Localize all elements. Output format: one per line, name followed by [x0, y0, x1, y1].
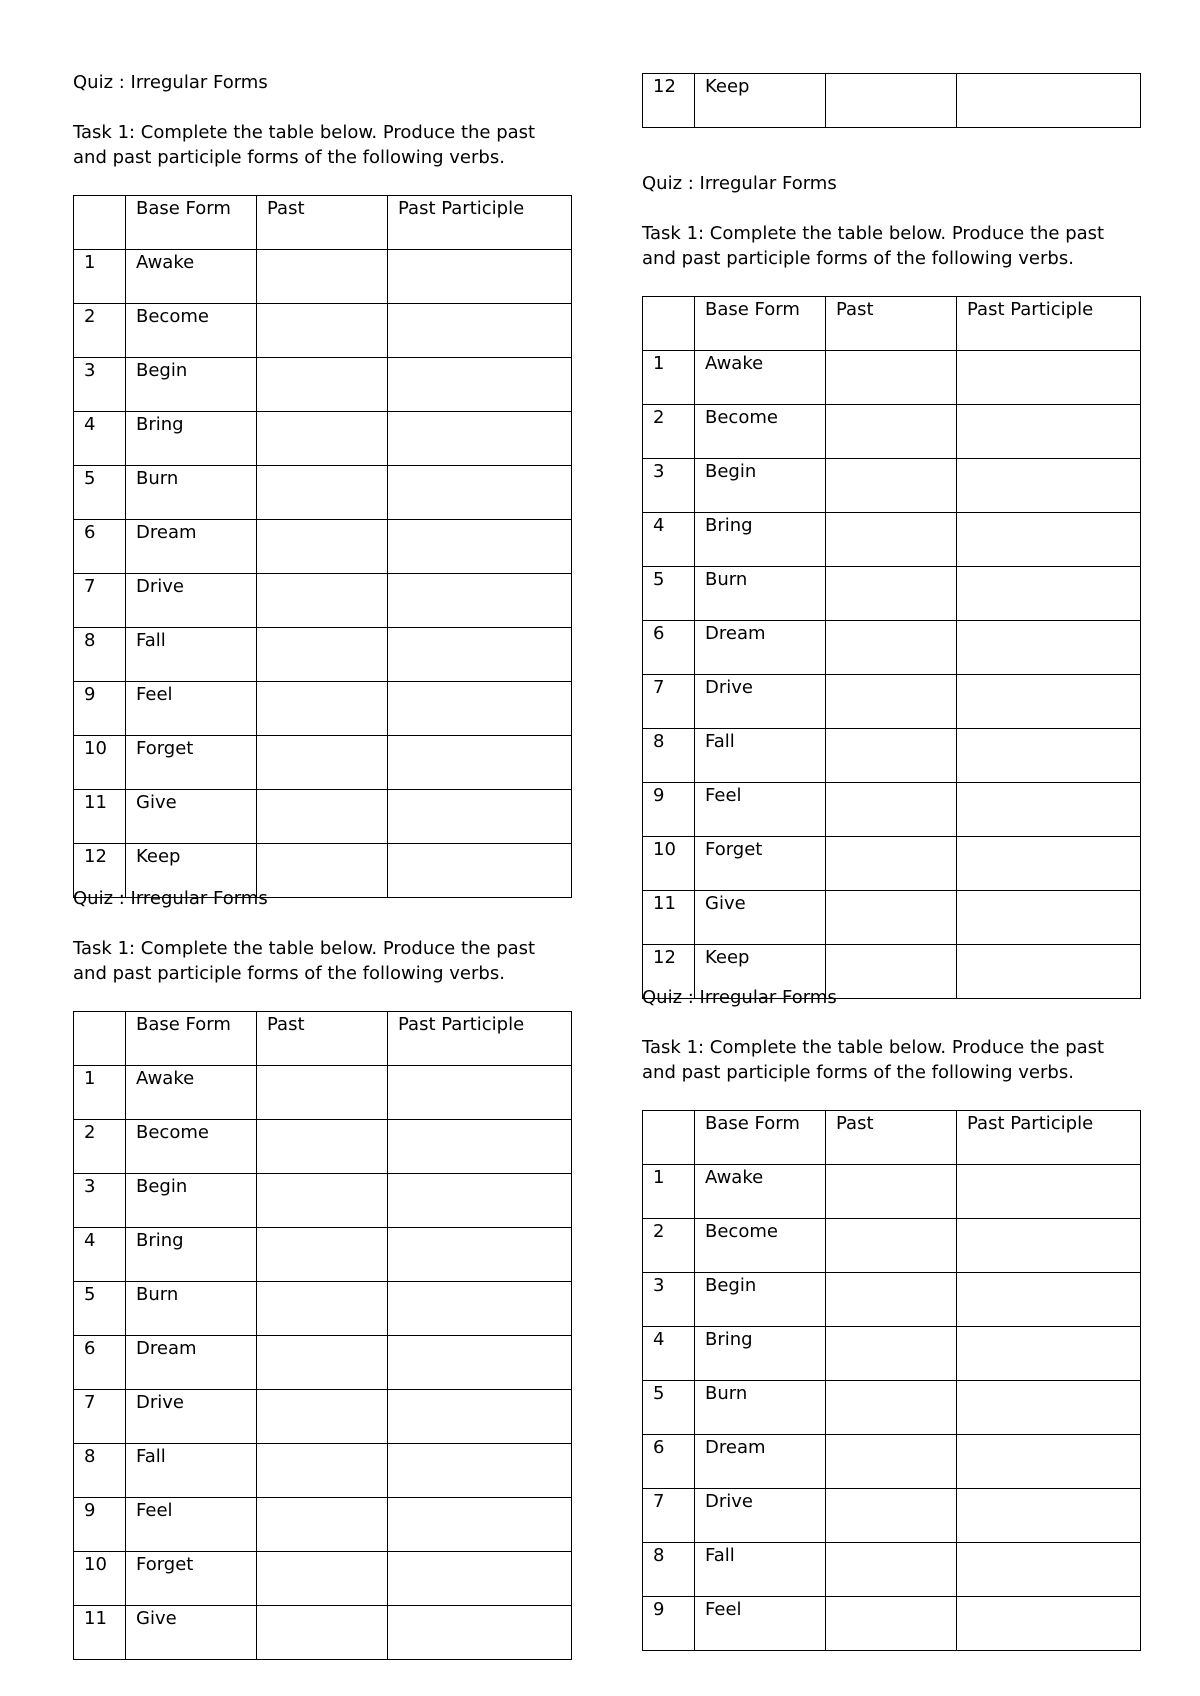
table-row — [643, 837, 1141, 891]
past-cell[interactable] — [257, 1444, 388, 1498]
table-header-row — [643, 1111, 1141, 1165]
past-participle-cell[interactable] — [388, 466, 572, 520]
past-cell[interactable] — [257, 358, 388, 412]
table-row — [643, 1219, 1141, 1273]
table-row — [643, 783, 1141, 837]
base-form-cell: Keep — [126, 844, 257, 898]
past-participle-cell[interactable] — [957, 74, 1141, 128]
past-cell[interactable] — [257, 1336, 388, 1390]
past-cell[interactable] — [257, 1552, 388, 1606]
base-form-cell: Become — [126, 304, 257, 358]
quiz-block-1 — [73, 72, 573, 170]
base-form-cell: Fall — [126, 628, 257, 682]
row-number: 2 — [643, 405, 695, 459]
row-number: 9 — [643, 783, 695, 837]
number-header-cell — [74, 1012, 126, 1066]
past-participle-cell[interactable] — [388, 1606, 572, 1660]
table-row — [74, 628, 572, 682]
base-form-cell: Forget — [126, 736, 257, 790]
row-number: 3 — [643, 459, 695, 513]
row-number: 6 — [74, 1336, 126, 1390]
row-number: 1 — [643, 351, 695, 405]
past-participle-cell[interactable] — [957, 1381, 1141, 1435]
row-number: 11 — [74, 790, 126, 844]
past-cell[interactable] — [257, 412, 388, 466]
past-participle-cell[interactable] — [388, 1498, 572, 1552]
base-form-cell: Awake — [695, 1165, 826, 1219]
table-header-row — [74, 1012, 572, 1066]
table-row — [643, 891, 1141, 945]
table-row — [643, 1165, 1141, 1219]
past-participle-cell[interactable] — [388, 574, 572, 628]
table-row — [643, 1597, 1141, 1651]
past-participle-cell[interactable] — [388, 1444, 572, 1498]
past-cell[interactable] — [257, 466, 388, 520]
past-participle-cell[interactable] — [388, 1390, 572, 1444]
base-form-cell: Become — [695, 405, 826, 459]
verb-table — [73, 1011, 572, 1660]
table-row — [643, 1489, 1141, 1543]
table-row — [643, 1273, 1141, 1327]
row-number: 6 — [643, 1435, 695, 1489]
table-row — [643, 567, 1141, 621]
row-number: 9 — [74, 682, 126, 736]
table-row — [643, 1327, 1141, 1381]
table-row — [643, 513, 1141, 567]
row-number: 8 — [74, 1444, 126, 1498]
table-row — [74, 1390, 572, 1444]
past-participle-cell[interactable] — [388, 628, 572, 682]
past-cell[interactable] — [826, 1327, 957, 1381]
table-row — [643, 459, 1141, 513]
row-number: 3 — [643, 1273, 695, 1327]
table-row — [74, 1336, 572, 1390]
past-cell[interactable] — [826, 405, 957, 459]
past-cell[interactable] — [826, 783, 957, 837]
base-form-cell: Dream — [695, 621, 826, 675]
base-form-cell: Awake — [126, 1066, 257, 1120]
past-cell[interactable] — [826, 1435, 957, 1489]
row-number: 12 — [643, 74, 695, 128]
past-participle-cell[interactable] — [957, 1489, 1141, 1543]
row-number: 2 — [74, 304, 126, 358]
base-form-cell: Feel — [695, 1597, 826, 1651]
past-participle-header: Past Participle — [388, 1012, 572, 1066]
base-form-header: Base Form — [695, 297, 826, 351]
row-number: 8 — [643, 1543, 695, 1597]
past-participle-cell[interactable] — [957, 513, 1141, 567]
row-number: 5 — [643, 1381, 695, 1435]
table-row — [74, 1282, 572, 1336]
row-number: 4 — [74, 1228, 126, 1282]
past-participle-cell[interactable] — [388, 736, 572, 790]
table-row — [74, 358, 572, 412]
past-participle-cell[interactable] — [388, 520, 572, 574]
table-row — [74, 1498, 572, 1552]
past-cell[interactable] — [257, 1390, 388, 1444]
quiz-title: Quiz : Irregular Forms — [642, 173, 837, 194]
base-form-cell: Fall — [695, 1543, 826, 1597]
base-form-header: Base Form — [695, 1111, 826, 1165]
table-row — [643, 729, 1141, 783]
base-form-cell: Begin — [126, 1174, 257, 1228]
past-cell[interactable] — [826, 1597, 957, 1651]
base-form-cell: Dream — [695, 1435, 826, 1489]
past-cell[interactable] — [257, 1120, 388, 1174]
row-number: 1 — [74, 250, 126, 304]
base-form-cell: Drive — [126, 1390, 257, 1444]
task-instruction: Task 1: Complete the table below. Produce the past and past participle forms of the following verbs. — [73, 938, 536, 984]
past-cell[interactable] — [257, 1174, 388, 1228]
past-cell[interactable] — [257, 1606, 388, 1660]
table-row — [74, 1606, 572, 1660]
past-header: Past — [257, 1012, 388, 1066]
row-number: 10 — [643, 837, 695, 891]
table-row — [74, 412, 572, 466]
quiz-title: Quiz : Irregular Forms — [73, 72, 268, 93]
base-form-cell: Become — [695, 1219, 826, 1273]
base-form-cell: Forget — [695, 837, 826, 891]
base-form-cell: Keep — [695, 74, 826, 128]
row-number: 6 — [74, 520, 126, 574]
table-row — [74, 736, 572, 790]
past-cell[interactable] — [257, 736, 388, 790]
past-participle-header: Past Participle — [957, 297, 1141, 351]
past-participle-cell[interactable] — [388, 1336, 572, 1390]
row-number: 8 — [74, 628, 126, 682]
row-number: 10 — [74, 736, 126, 790]
row-number: 4 — [643, 1327, 695, 1381]
past-participle-cell[interactable] — [957, 891, 1141, 945]
table-row — [74, 1228, 572, 1282]
past-cell[interactable] — [257, 304, 388, 358]
past-cell[interactable] — [257, 628, 388, 682]
past-participle-cell[interactable] — [957, 1543, 1141, 1597]
base-form-cell: Dream — [126, 520, 257, 574]
table-row — [74, 1066, 572, 1120]
row-number: 6 — [643, 621, 695, 675]
past-participle-cell[interactable] — [957, 351, 1141, 405]
base-form-header: Base Form — [126, 196, 257, 250]
past-participle-header: Past Participle — [388, 196, 572, 250]
base-form-cell: Begin — [695, 1273, 826, 1327]
quiz-block-4 — [642, 987, 1142, 1085]
base-form-cell: Burn — [695, 1381, 826, 1435]
past-participle-cell[interactable] — [957, 729, 1141, 783]
quiz-block-3 — [642, 173, 1142, 271]
table-row — [643, 1381, 1141, 1435]
table-header-row — [643, 297, 1141, 351]
task-instruction: Task 1: Complete the table below. Produce the past and past participle forms of the following verbs. — [642, 1037, 1105, 1083]
continuation-table — [642, 73, 1141, 128]
past-cell[interactable] — [257, 1228, 388, 1282]
table-row — [643, 675, 1141, 729]
base-form-cell: Bring — [695, 513, 826, 567]
past-participle-cell[interactable] — [957, 1219, 1141, 1273]
table-row — [74, 304, 572, 358]
row-number: 5 — [74, 466, 126, 520]
base-form-cell: Awake — [126, 250, 257, 304]
quiz-block-2 — [73, 888, 573, 986]
past-cell[interactable] — [826, 729, 957, 783]
base-form-cell: Burn — [126, 466, 257, 520]
base-form-cell: Feel — [695, 783, 826, 837]
row-number: 11 — [643, 891, 695, 945]
past-cell[interactable] — [826, 1489, 957, 1543]
base-form-cell: Feel — [126, 1498, 257, 1552]
row-number: 4 — [74, 412, 126, 466]
task-instruction: Task 1: Complete the table below. Produce the past and past participle forms of the following verbs. — [73, 122, 536, 168]
quiz-title: Quiz : Irregular Forms — [73, 888, 268, 909]
past-cell[interactable] — [826, 1219, 957, 1273]
task-instruction: Task 1: Complete the table below. Produce the past and past participle forms of the following verbs. — [642, 223, 1105, 269]
past-participle-cell[interactable] — [388, 412, 572, 466]
past-cell[interactable] — [826, 513, 957, 567]
quiz-title: Quiz : Irregular Forms — [642, 987, 837, 1008]
base-form-cell: Dream — [126, 1336, 257, 1390]
base-form-cell: Bring — [695, 1327, 826, 1381]
table-row — [74, 1552, 572, 1606]
row-number: 1 — [74, 1066, 126, 1120]
table-row — [74, 1444, 572, 1498]
past-participle-cell[interactable] — [957, 1273, 1141, 1327]
past-cell[interactable] — [826, 351, 957, 405]
base-form-cell: Give — [695, 891, 826, 945]
base-form-cell: Feel — [126, 682, 257, 736]
base-form-cell: Fall — [695, 729, 826, 783]
past-participle-cell[interactable] — [388, 1066, 572, 1120]
base-form-cell: Drive — [695, 1489, 826, 1543]
base-form-cell: Bring — [126, 1228, 257, 1282]
base-form-header: Base Form — [126, 1012, 257, 1066]
row-number: 9 — [74, 1498, 126, 1552]
past-participle-cell[interactable] — [388, 1174, 572, 1228]
past-cell[interactable] — [826, 675, 957, 729]
row-number: 3 — [74, 358, 126, 412]
table-row — [643, 1435, 1141, 1489]
past-participle-cell[interactable] — [388, 1282, 572, 1336]
row-number: 5 — [643, 567, 695, 621]
base-form-cell: Give — [126, 790, 257, 844]
past-participle-cell[interactable] — [957, 1435, 1141, 1489]
past-participle-cell[interactable] — [388, 682, 572, 736]
base-form-cell: Bring — [126, 412, 257, 466]
row-number: 8 — [643, 729, 695, 783]
row-number: 1 — [643, 1165, 695, 1219]
past-header: Past — [826, 297, 957, 351]
past-cell[interactable] — [257, 520, 388, 574]
past-participle-cell[interactable] — [957, 405, 1141, 459]
base-form-cell: Forget — [126, 1552, 257, 1606]
base-form-cell: Begin — [126, 358, 257, 412]
verb-table — [642, 296, 1141, 999]
past-participle-cell[interactable] — [388, 250, 572, 304]
number-header-cell — [643, 297, 695, 351]
base-form-cell: Become — [126, 1120, 257, 1174]
base-form-cell: Drive — [695, 675, 826, 729]
verb-table — [642, 1110, 1141, 1651]
base-form-cell: Drive — [126, 574, 257, 628]
table-header-row — [74, 196, 572, 250]
table-row — [74, 1120, 572, 1174]
past-participle-cell[interactable] — [957, 1165, 1141, 1219]
past-cell[interactable] — [257, 1066, 388, 1120]
past-participle-cell[interactable] — [388, 358, 572, 412]
table-row — [74, 1174, 572, 1228]
past-participle-header: Past Participle — [957, 1111, 1141, 1165]
base-form-cell: Keep — [695, 945, 826, 999]
table-row — [643, 74, 1141, 128]
past-participle-cell[interactable] — [957, 837, 1141, 891]
past-cell[interactable] — [826, 891, 957, 945]
base-form-cell: Give — [126, 1606, 257, 1660]
row-number: 4 — [643, 513, 695, 567]
past-cell[interactable] — [257, 790, 388, 844]
table-row — [74, 520, 572, 574]
row-number: 12 — [74, 844, 126, 898]
past-participle-cell[interactable] — [388, 1120, 572, 1174]
base-form-cell: Burn — [695, 567, 826, 621]
row-number: 7 — [74, 1390, 126, 1444]
past-cell[interactable] — [257, 1282, 388, 1336]
base-form-cell: Burn — [126, 1282, 257, 1336]
number-header-cell — [643, 1111, 695, 1165]
row-number: 2 — [74, 1120, 126, 1174]
row-number: 5 — [74, 1282, 126, 1336]
row-number: 7 — [643, 1489, 695, 1543]
past-cell[interactable] — [826, 1165, 957, 1219]
past-cell[interactable] — [826, 1381, 957, 1435]
past-cell[interactable] — [257, 574, 388, 628]
row-number: 2 — [643, 1219, 695, 1273]
past-cell[interactable] — [826, 74, 957, 128]
past-cell[interactable] — [826, 837, 957, 891]
table-row — [74, 682, 572, 736]
past-participle-cell[interactable] — [388, 1228, 572, 1282]
past-participle-cell[interactable] — [388, 1552, 572, 1606]
past-participle-cell[interactable] — [957, 1327, 1141, 1381]
base-form-cell: Awake — [695, 351, 826, 405]
verb-table — [73, 195, 572, 898]
past-participle-cell[interactable] — [957, 567, 1141, 621]
number-header-cell — [74, 196, 126, 250]
row-number: 9 — [643, 1597, 695, 1651]
row-number: 11 — [74, 1606, 126, 1660]
past-participle-cell[interactable] — [388, 304, 572, 358]
table-row — [74, 790, 572, 844]
table-row — [74, 466, 572, 520]
past-header: Past — [257, 196, 388, 250]
row-number: 10 — [74, 1552, 126, 1606]
table-row — [643, 351, 1141, 405]
past-cell[interactable] — [826, 459, 957, 513]
table-row — [643, 621, 1141, 675]
past-participle-cell[interactable] — [957, 621, 1141, 675]
row-number: 3 — [74, 1174, 126, 1228]
past-cell[interactable] — [257, 682, 388, 736]
past-cell[interactable] — [826, 621, 957, 675]
row-number: 7 — [643, 675, 695, 729]
past-cell[interactable] — [257, 1498, 388, 1552]
table-row — [74, 574, 572, 628]
past-participle-cell[interactable] — [957, 459, 1141, 513]
table-row — [643, 1543, 1141, 1597]
table-row — [643, 405, 1141, 459]
past-participle-cell[interactable] — [388, 790, 572, 844]
past-header: Past — [826, 1111, 957, 1165]
base-form-cell: Fall — [126, 1444, 257, 1498]
past-cell[interactable] — [257, 250, 388, 304]
past-cell[interactable] — [826, 1543, 957, 1597]
base-form-cell: Begin — [695, 459, 826, 513]
past-participle-cell[interactable] — [957, 783, 1141, 837]
row-number: 7 — [74, 574, 126, 628]
past-cell[interactable] — [826, 1273, 957, 1327]
table-row — [74, 250, 572, 304]
row-number: 12 — [643, 945, 695, 999]
past-participle-cell[interactable] — [957, 1597, 1141, 1651]
past-participle-cell[interactable] — [957, 675, 1141, 729]
past-cell[interactable] — [826, 567, 957, 621]
